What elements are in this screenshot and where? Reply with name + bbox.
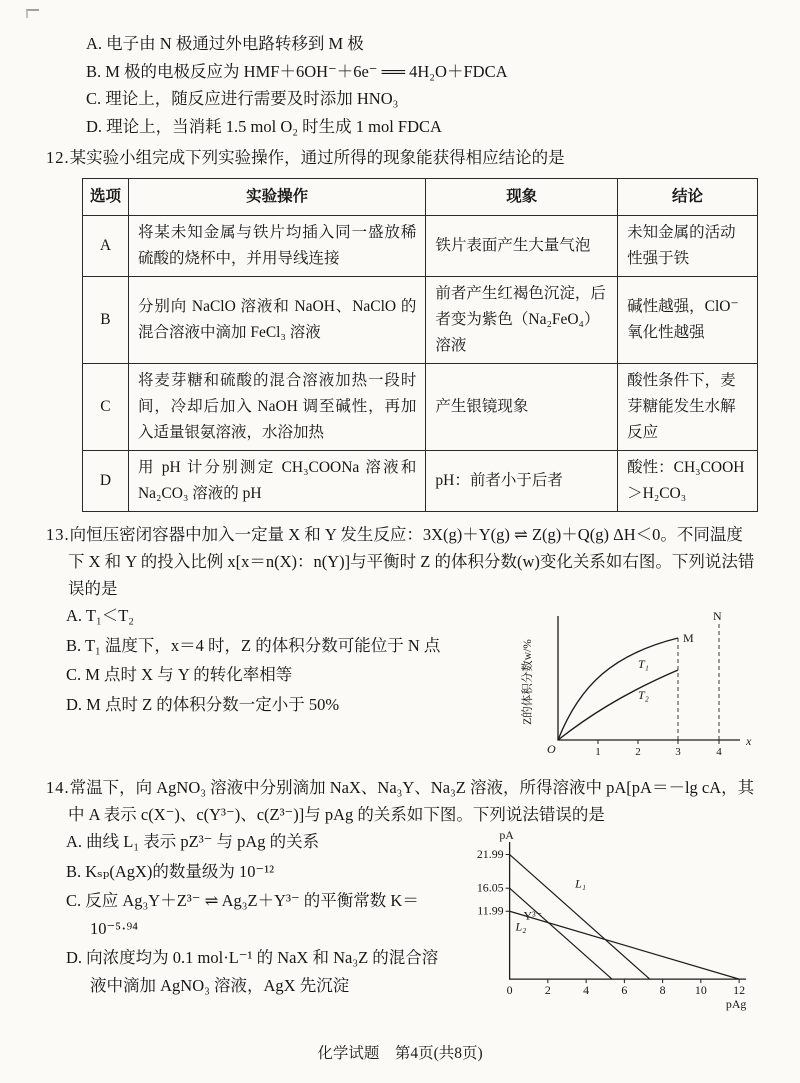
q12-stem bbox=[46, 144, 758, 171]
row-a-conclusion: 未知金属的活动性强于铁 bbox=[618, 216, 758, 277]
question-14 bbox=[46, 774, 758, 1012]
q14-stem bbox=[46, 774, 758, 828]
q12-stem-text: 某实验小组完成下列实验操作，通过所得的现象能获得相应结论的是 bbox=[69, 148, 565, 167]
q13-chart bbox=[518, 602, 758, 772]
row-d-conclusion: 酸性：CH₃COOH＞H₂CO₃ bbox=[618, 451, 758, 512]
question-11-options bbox=[86, 30, 758, 140]
q14-option-a: A. 曲线 L₁ 表示 pZ³⁻ 与 pAg 的关系 bbox=[66, 832, 320, 851]
table-row-c bbox=[83, 364, 758, 451]
q11-option-a: A. 电子由 N 极通过外电路转移到 M 极 bbox=[86, 34, 364, 53]
table-header-row bbox=[83, 179, 758, 216]
row-b-operation: 分别向 NaClO 溶液和 NaOH、NaClO 的混合溶液中滴加 FeCl₃ 溶液 bbox=[128, 277, 425, 364]
row-b-phenomenon: 前者产生红褐色沉淀，后者变为紫色（Na₂FeO₄）溶液 bbox=[426, 277, 618, 364]
q13-x-tick-1: 1 bbox=[595, 746, 601, 758]
q13-option-b: B. T₁ 温度下，x＝4 时，Z 的体积分数可能位于 N 点 bbox=[66, 635, 441, 655]
q13-number: 13. bbox=[46, 525, 70, 544]
scan-corner-mark bbox=[26, 9, 39, 18]
row-a-phenomenon: 铁片表面产生大量气泡 bbox=[426, 216, 618, 277]
row-c-phenomenon: 产生银镜现象 bbox=[426, 364, 618, 451]
q14-options bbox=[66, 828, 450, 1001]
q14-option-d: D. 向浓度均为 0.1 mol·L⁻¹ 的 NaX 和 Na₃Z 的混合溶液中滴加 AgNO₃ 溶液，AgX 先沉淀 bbox=[66, 948, 439, 995]
row-d-option: D bbox=[83, 451, 129, 512]
q11-option-c: C. 理论上，随反应进行需要及时添加 HNO₃ bbox=[86, 89, 399, 108]
q14-y-tick-16-05: 16.05 bbox=[476, 880, 504, 895]
q14-chart bbox=[450, 828, 758, 1012]
q14-x-tick-2: 2 bbox=[544, 983, 551, 998]
row-d-operation: 用 pH 计分别测定 CH₃COONa 溶液和 Na₂CO₃ 溶液的 pH bbox=[128, 451, 425, 512]
q13-curve-t1 bbox=[558, 638, 678, 740]
q14-x-tick-12: 12 bbox=[733, 983, 746, 998]
q14-series-l1-label: L₁ bbox=[575, 876, 586, 891]
q14-option-c: C. 反应 Ag₃Y＋Z³⁻ ⇌ Ag₃Z＋Y³⁻ 的平衡常数 K＝10⁻⁵·⁹⁴ bbox=[66, 891, 419, 938]
row-d-phenomenon: pH：前者小于后者 bbox=[426, 451, 618, 512]
q14-series-y3-label: Y³⁻ bbox=[523, 908, 542, 923]
row-c-operation: 将麦芽糖和硫酸的混合溶液加热一段时间，冷却后加入 NaOH 调至碱性，再加入适量银氨溶液，水浴加热 bbox=[128, 364, 425, 451]
col-header-phenomenon: 现象 bbox=[426, 179, 618, 216]
q12-experiment-table bbox=[82, 178, 758, 512]
q13-origin-label: O bbox=[547, 742, 556, 756]
table-row-b bbox=[83, 277, 758, 364]
q14-x-tick-8: 8 bbox=[659, 983, 666, 998]
q13-x-axis-label: x bbox=[746, 734, 752, 748]
q13-x-tick-2: 2 bbox=[635, 746, 641, 758]
q13-option-d: D. M 点时 Z 的体积分数一定小于 50% bbox=[66, 694, 340, 714]
table-row-d bbox=[83, 451, 758, 512]
page-footer: 化学试题 第4页(共8页) bbox=[317, 1045, 483, 1062]
q11-option-b: B. M 极的电极反应为 HMF＋6OH⁻＋6e⁻ ══ 4H₂O＋FDCA bbox=[86, 61, 508, 81]
q14-y-tick-21-99: 21.99 bbox=[476, 846, 504, 861]
q14-x-tick-4: 4 bbox=[583, 983, 590, 998]
q14-series-l2-label: L₂ bbox=[515, 919, 527, 934]
q14-stem-text: 常温下，向 AgNO₃ 溶液中分别滴加 NaX、Na₃Y、Na₃Z 溶液，所得溶液中 pA[pA＝－lg cA，其中 A 表示 c(X⁻)、c(Y³⁻)、c(Z³⁻)]与 pAg 的关系如下图。下列说法错误的是 bbox=[68, 778, 755, 824]
q14-x-tick-10: 10 bbox=[694, 983, 707, 998]
col-header-operation: 实验操作 bbox=[128, 179, 425, 216]
row-a-operation: 将某未知金属与铁片均插入同一盛放稀硫酸的烧杯中，并用导线连接 bbox=[128, 216, 425, 277]
q11-option-d: D. 理论上，当消耗 1.5 mol O₂ 时生成 1 mol FDCA bbox=[86, 116, 442, 136]
q13-point-m-label: M bbox=[683, 631, 694, 645]
q14-number: 14. bbox=[46, 778, 70, 797]
q14-x-tick-6: 6 bbox=[621, 983, 628, 998]
q14-line-l2 bbox=[510, 908, 740, 979]
q14-x-tick-0: 0 bbox=[506, 983, 513, 998]
q14-x-axis-label: pAg bbox=[725, 996, 747, 1011]
question-13 bbox=[46, 521, 758, 772]
row-c-conclusion: 酸性条件下，麦芽糖能发生水解反应 bbox=[618, 364, 758, 451]
question-12 bbox=[46, 144, 758, 512]
q13-x-tick-3: 3 bbox=[675, 746, 681, 758]
q14-y-tick-11-99: 11.99 bbox=[477, 903, 504, 918]
q13-x-tick-4: 4 bbox=[716, 746, 722, 758]
row-b-conclusion: 碱性越强，ClO⁻氧化性越强 bbox=[618, 277, 758, 364]
q13-series-t2-label: T₂ bbox=[638, 688, 649, 702]
row-b-option: B bbox=[83, 277, 129, 364]
table-row-a bbox=[83, 216, 758, 277]
col-header-conclusion: 结论 bbox=[618, 179, 758, 216]
q13-y-axis-label: Z的体积分数w/% bbox=[522, 639, 534, 725]
q13-series-t1-label: T₁ bbox=[638, 657, 649, 671]
q12-number: 12. bbox=[46, 148, 70, 167]
q14-y-axis-label: pA bbox=[499, 828, 514, 843]
row-a-option: A bbox=[83, 216, 129, 277]
q14-line-y3 bbox=[510, 888, 612, 979]
q13-option-c: C. M 点时 X 与 Y 的转化率相等 bbox=[66, 665, 293, 684]
q14-option-b: B. Kₛₚ(AgX)的数量级为 10⁻¹² bbox=[66, 861, 275, 881]
q13-options bbox=[66, 602, 518, 720]
q13-chart-svg bbox=[518, 602, 758, 772]
row-c-option: C bbox=[83, 364, 129, 451]
q13-stem-text: 向恒压密闭容器中加入一定量 X 和 Y 发生反应：3X(g)＋Y(g) ⇌ Z(g)＋Q(g) ΔH＜0。不同温度下 X 和 Y 的投入比例 x[x＝n(X)：n(Y)]与平衡时 Z 的体积分数(w)变化关系如右图。下列说法错误的是 bbox=[68, 525, 755, 598]
q13-option-a: A. T₁＜T₂ bbox=[66, 606, 135, 625]
q14-chart-svg bbox=[450, 828, 758, 1012]
col-header-option: 选项 bbox=[83, 179, 129, 216]
q13-stem bbox=[46, 521, 758, 602]
q13-point-n-label: N bbox=[713, 609, 722, 623]
